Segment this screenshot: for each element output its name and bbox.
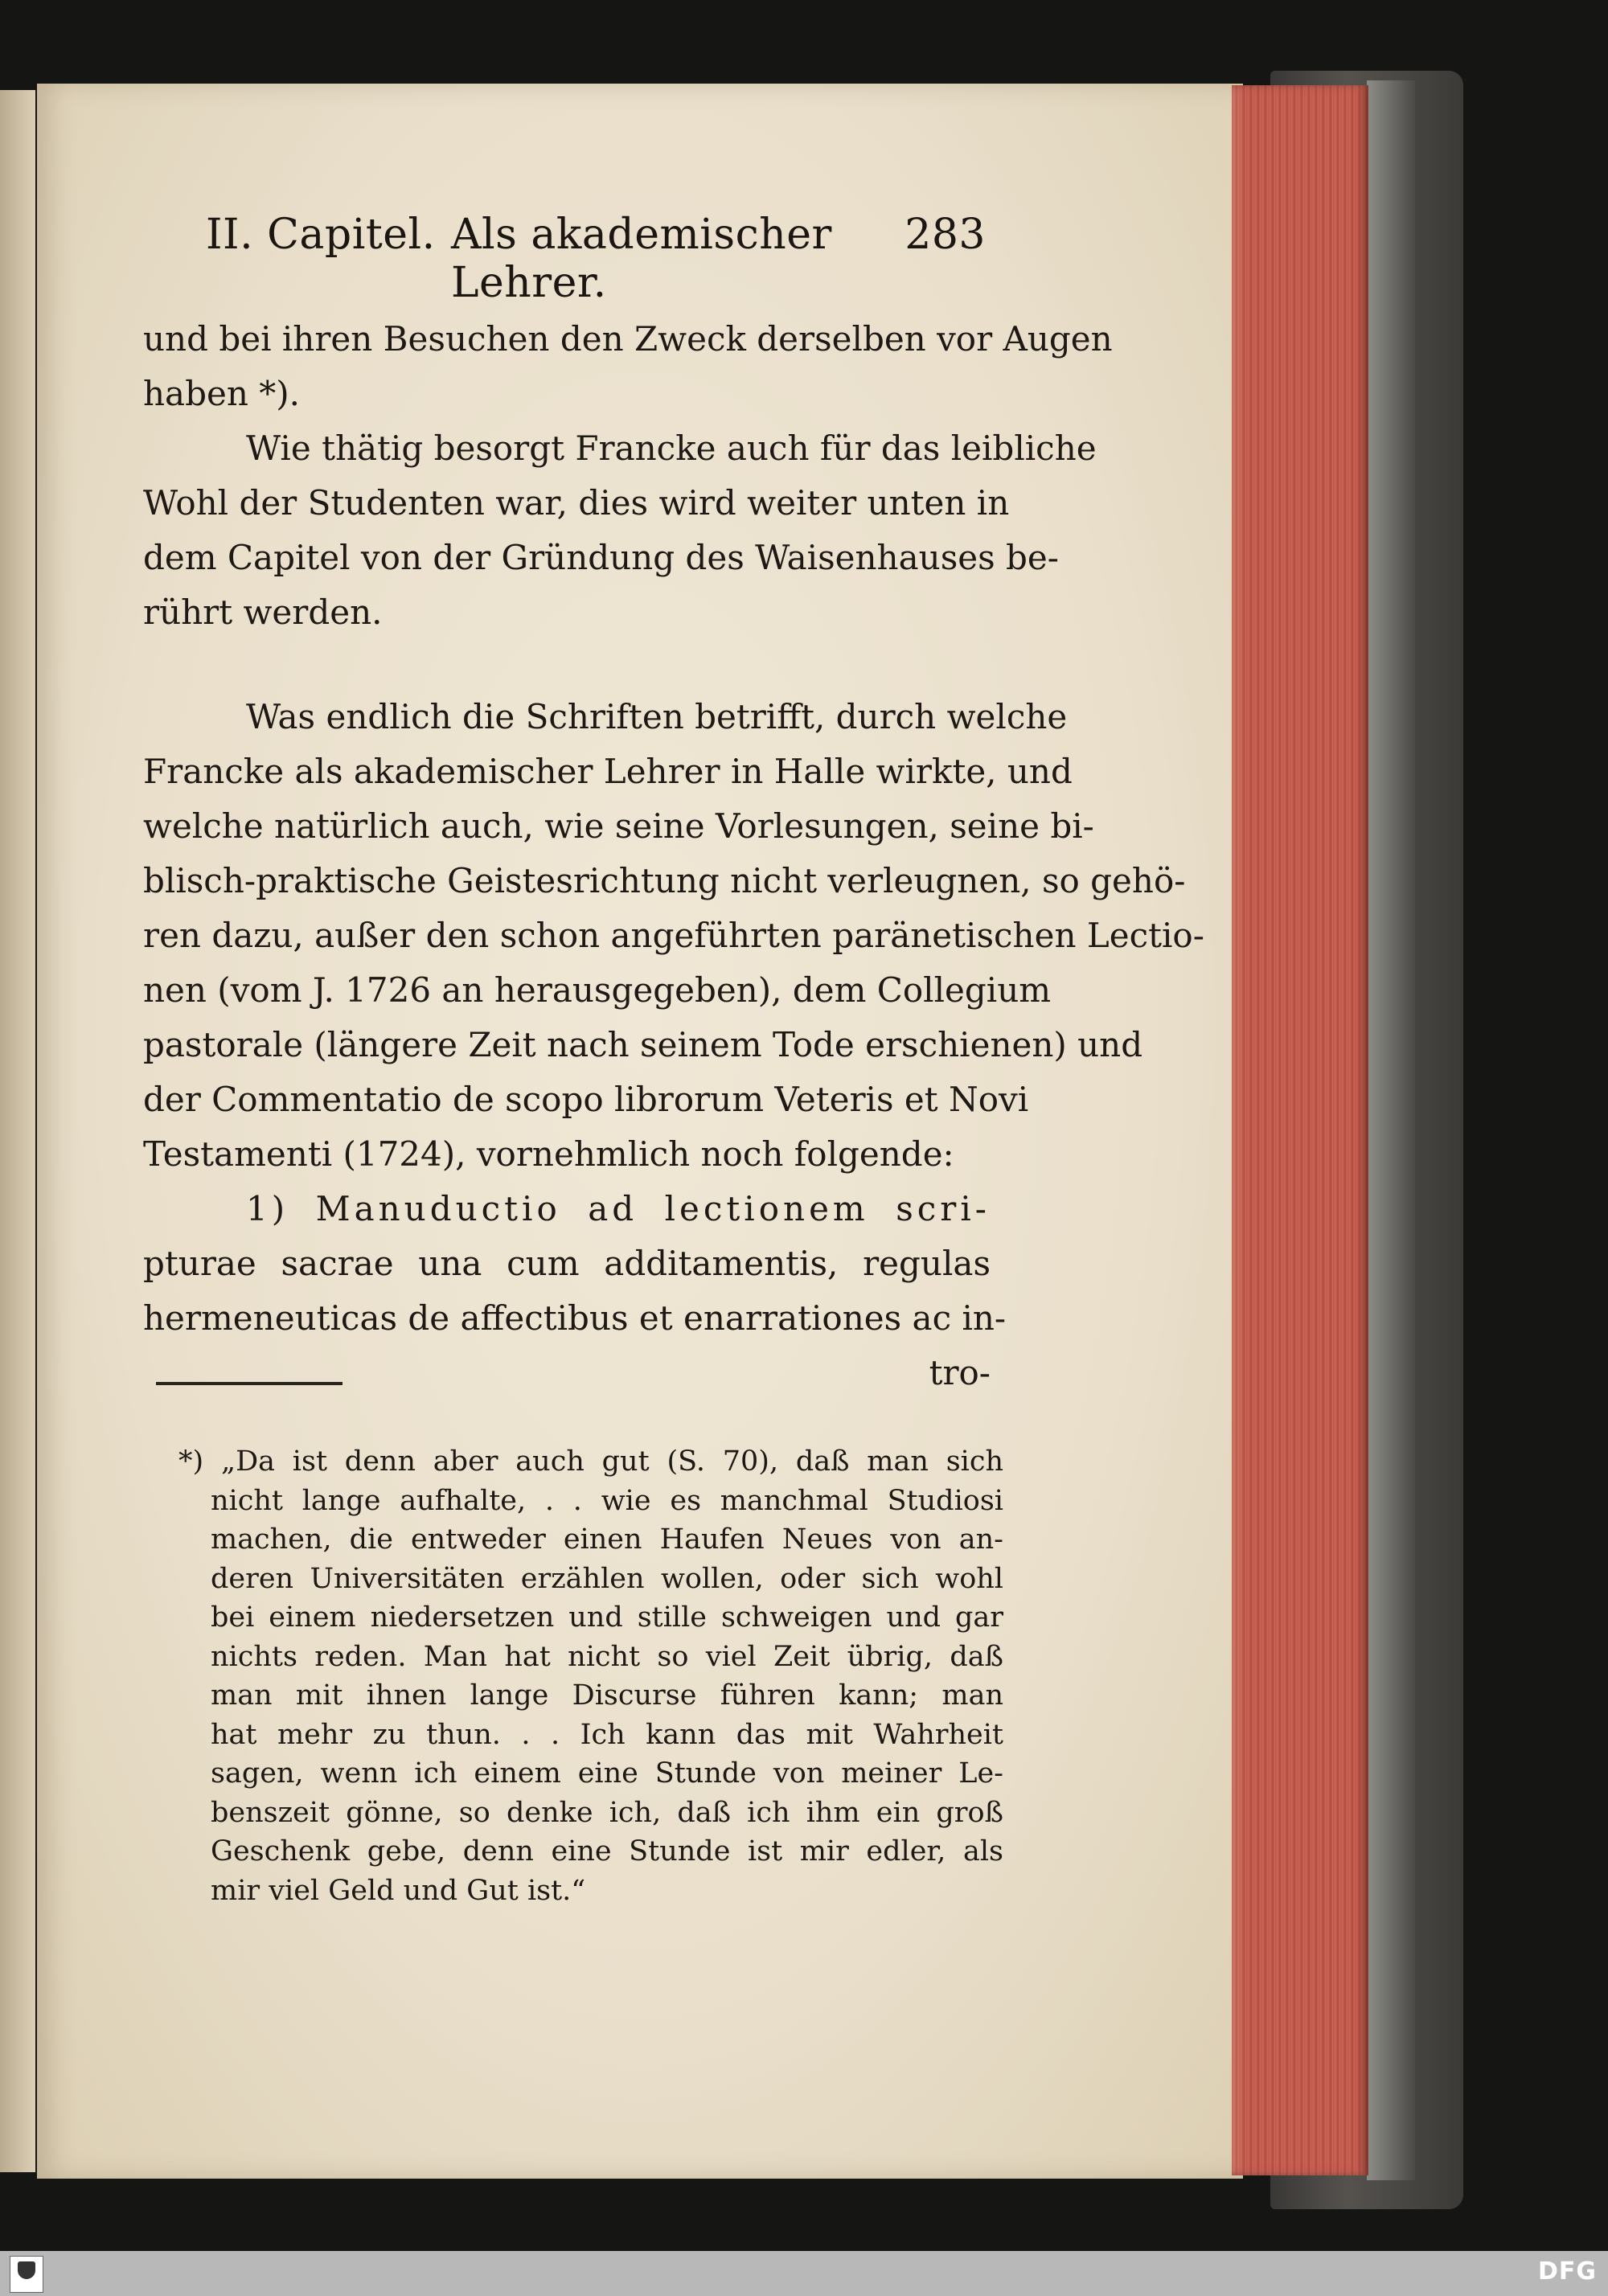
footnote-line: hat mehr zu thun. . . Ich kann das mit Wahrheit: [211, 1718, 1003, 1751]
footnote-line: deren Universitäten erzählen wollen, oder sich wohl: [211, 1562, 1003, 1595]
text-line: tro-: [929, 1353, 991, 1392]
text-line: blisch-praktische Geistesrichtung nicht verleugnen, so gehö-: [143, 861, 1186, 900]
text-line: ren dazu, außer den schon angeführten paränetischen Lectio-: [143, 916, 1204, 955]
text-line: Was endlich die Schriften betrifft, durch welche: [246, 697, 1068, 736]
text-line: hermeneuticas de affectibus et enarrationes ac in-: [143, 1298, 1007, 1338]
book-spine-edge: [1367, 80, 1415, 2180]
text-line: Francke als akademischer Lehrer in Halle wirkte, und: [143, 752, 1073, 791]
footnote-line: nichts reden. Man hat nicht so viel Zeit übrig, daß: [211, 1640, 1003, 1673]
page-block-red-edge: [1232, 85, 1368, 2175]
text-line: pastorale (längere Zeit nach seinem Tode erschienen) und: [143, 1025, 1143, 1064]
footnote-line: *) „Da ist denn aber auch gut (S. 70), daß man sich: [178, 1445, 1003, 1478]
library-crest-icon: [10, 2256, 43, 2293]
text-line: haben *).: [143, 374, 300, 413]
footnote-line: Geschenk gebe, denn eine Stunde ist mir edler, als: [211, 1835, 1003, 1868]
footnote-line: nicht lange aufhalte, . . wie es manchmal Studiosi: [211, 1484, 1003, 1517]
footnote-rule: [156, 1382, 343, 1385]
facing-page-edge: [0, 90, 35, 2172]
running-header: [206, 211, 986, 307]
text-line: Testamenti (1724), vornehmlich noch folgende:: [143, 1134, 954, 1174]
chapter-label: II. Capitel.: [206, 211, 436, 259]
footnote-line: mir viel Geld und Gut ist.“: [211, 1874, 586, 1907]
text-line: pturae sacrae una cum additamentis, regulas: [143, 1244, 991, 1283]
text-line: dem Capitel von der Gründung des Waisenhauses be-: [143, 538, 1059, 577]
chapter-title: Als akademischer Lehrer.: [451, 211, 832, 307]
text-line: 1) Manuductio ad lectionem scri-: [246, 1189, 991, 1228]
footnote-line: machen, die entweder einen Haufen Neues von an-: [211, 1523, 1003, 1556]
footnote-line: man mit ihnen lange Discurse führen kann; man: [211, 1679, 1003, 1712]
page-number: 283: [904, 211, 986, 259]
text-line: nen (vom J. 1726 an herausgegeben), dem Collegium: [143, 970, 1052, 1010]
text-line: rührt werden.: [143, 592, 383, 632]
footnote-line: bei einem niedersetzen und stille schweigen und gar: [211, 1601, 1003, 1634]
footnote: [178, 1442, 1003, 1910]
text-line: welche natürlich auch, wie seine Vorlesungen, seine bi-: [143, 806, 1094, 846]
footnote-line: benszeit gönne, so denke ich, daß ich ihm ein groß: [211, 1796, 1003, 1829]
text-line: Wohl der Studenten war, dies wird weiter unten in: [143, 483, 1010, 523]
main-text: [143, 312, 1204, 1400]
text-line: Wie thätig besorgt Francke auch für das leibliche: [246, 428, 1097, 468]
footnote-line: sagen, wenn ich einem eine Stunde von meiner Le-: [211, 1757, 1003, 1790]
viewer-footer-bar: [0, 2251, 1608, 2296]
text-line: der Commentatio de scopo librorum Veteris et Novi: [143, 1080, 1029, 1119]
dfg-logo: DFG: [1537, 2257, 1597, 2286]
text-line: und bei ihren Besuchen den Zweck derselben vor Augen: [143, 319, 1113, 359]
